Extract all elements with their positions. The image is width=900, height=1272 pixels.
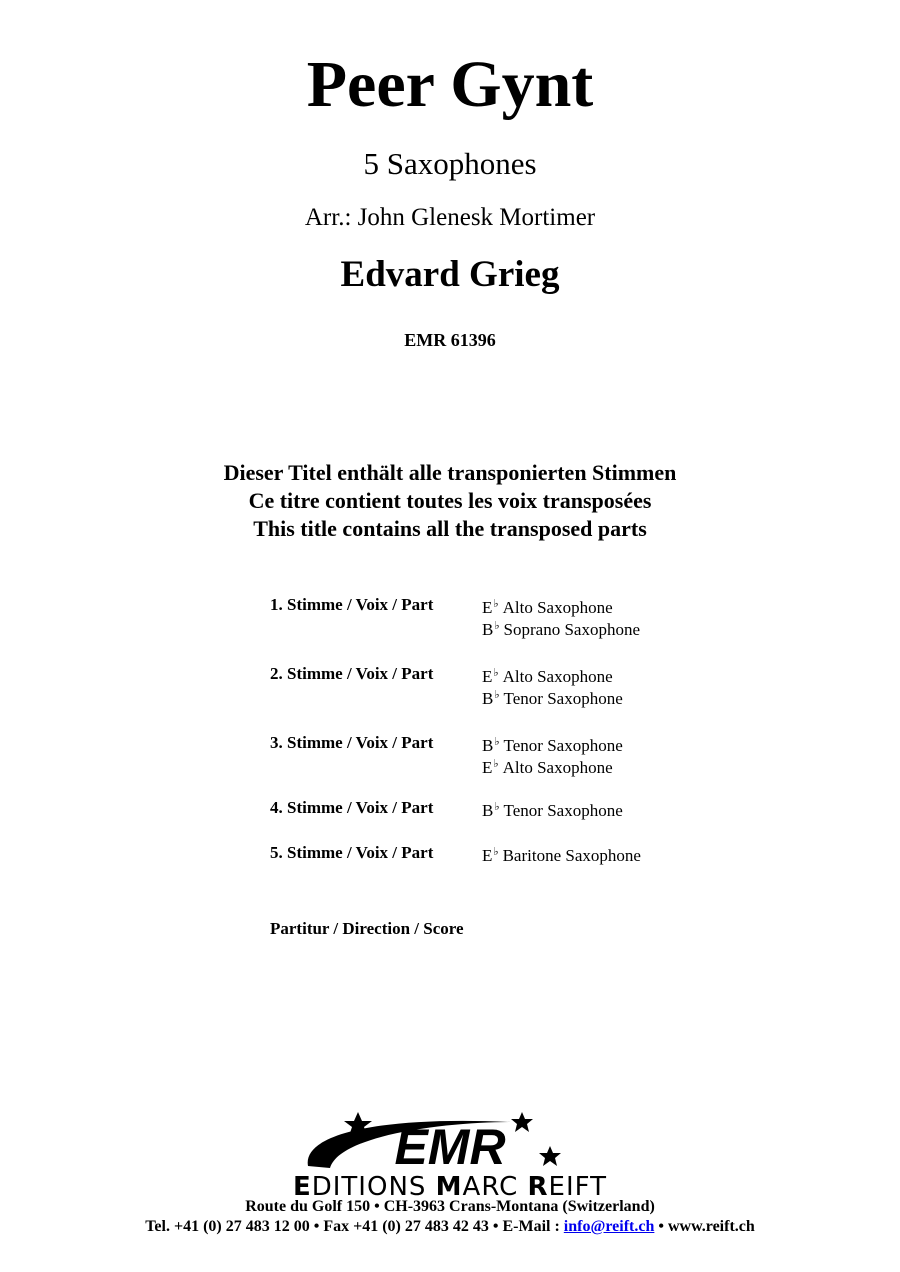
statement-french: Ce titre contient toutes les voix transposées [248, 488, 652, 513]
publisher-name [0, 1174, 900, 1200]
instrument-name: Baritone Saxophone [502, 846, 641, 865]
flat-symbol: ♭ [494, 689, 500, 701]
publisher-word: ARC [462, 1172, 528, 1202]
composer-name: Edvard Grieg [340, 254, 560, 295]
instrument-name: Alto Saxophone [502, 758, 613, 777]
instrument-key: B [482, 736, 494, 755]
instrument-entry [482, 617, 640, 639]
flat-symbol: ♭ [493, 598, 499, 610]
part-instruments [482, 843, 641, 865]
instrument-entry [482, 664, 623, 686]
arranger-credit: Arr.: John Glenesk Mortimer [304, 204, 596, 231]
contact-phone-fax: Tel. +41 (0) 27 483 12 00 • Fax +41 (0) 27 483 42 43 • E-Mail : [145, 1218, 564, 1235]
flat-symbol: ♭ [493, 667, 499, 679]
statement-english: This title contains all the transposed parts [253, 516, 647, 541]
instrument-name: Tenor Saxophone [503, 689, 623, 708]
part-instruments [482, 664, 623, 708]
logo-text: EMR [394, 1119, 506, 1175]
publisher-initial: R [527, 1172, 549, 1202]
instrument-key: E [482, 846, 493, 865]
instrument-key: B [482, 620, 494, 639]
instrument-entry [482, 733, 623, 755]
part-label: 2. Stimme / Voix / Part [270, 664, 434, 683]
part-instruments [482, 733, 623, 777]
part-label: 3. Stimme / Voix / Part [270, 733, 434, 752]
instrumentation-subtitle: 5 Saxophones [363, 146, 537, 181]
part-label: 5. Stimme / Voix / Part [270, 843, 434, 862]
instrument-entry [482, 595, 640, 617]
instrument-name: Alto Saxophone [502, 667, 613, 686]
instrument-key: E [482, 598, 493, 617]
part-instruments [482, 798, 623, 820]
flat-symbol: ♭ [494, 736, 500, 748]
star-icon [539, 1146, 561, 1166]
emr-logo [300, 1108, 600, 1180]
contact-website: • www.reift.ch [654, 1218, 755, 1235]
email-link[interactable]: info@reift.ch [563, 1218, 655, 1235]
instrument-key: E [482, 758, 493, 777]
transposition-statements [0, 459, 900, 543]
publisher-address: Route du Golf 150 • CH-3963 Crans-Montana (Switzerland) [245, 1198, 655, 1215]
star-icon [511, 1112, 533, 1132]
instrument-key: B [482, 689, 494, 708]
instrument-name: Tenor Saxophone [503, 736, 623, 755]
instrument-entry [482, 686, 623, 708]
instrument-key: E [482, 667, 493, 686]
part-label: 1. Stimme / Voix / Part [270, 595, 434, 614]
instrument-key: B [482, 801, 494, 820]
part-instruments [482, 595, 640, 639]
score-label: Partitur / Direction / Score [270, 919, 464, 938]
publisher-initial: E [292, 1172, 312, 1202]
statement-german: Dieser Titel enthält alle transponierten Stimmen [223, 460, 677, 485]
instrument-entry [482, 798, 623, 820]
page-title: Peer Gynt [306, 48, 594, 121]
flat-symbol: ♭ [493, 846, 499, 858]
instrument-name: Alto Saxophone [502, 598, 613, 617]
flat-symbol: ♭ [494, 620, 500, 632]
instrument-entry [482, 755, 623, 777]
publisher-word: EIFT [548, 1172, 608, 1202]
flat-symbol: ♭ [493, 758, 499, 770]
instrument-entry [482, 843, 641, 865]
instrument-name: Tenor Saxophone [503, 801, 623, 820]
catalog-number: EMR 61396 [404, 330, 496, 350]
flat-symbol: ♭ [494, 801, 500, 813]
publisher-initial: M [435, 1172, 463, 1202]
part-label: 4. Stimme / Voix / Part [270, 798, 434, 817]
instrument-name: Soprano Saxophone [503, 620, 641, 639]
publisher-contact [0, 1219, 900, 1235]
publisher-word: DITIONS [311, 1172, 436, 1202]
